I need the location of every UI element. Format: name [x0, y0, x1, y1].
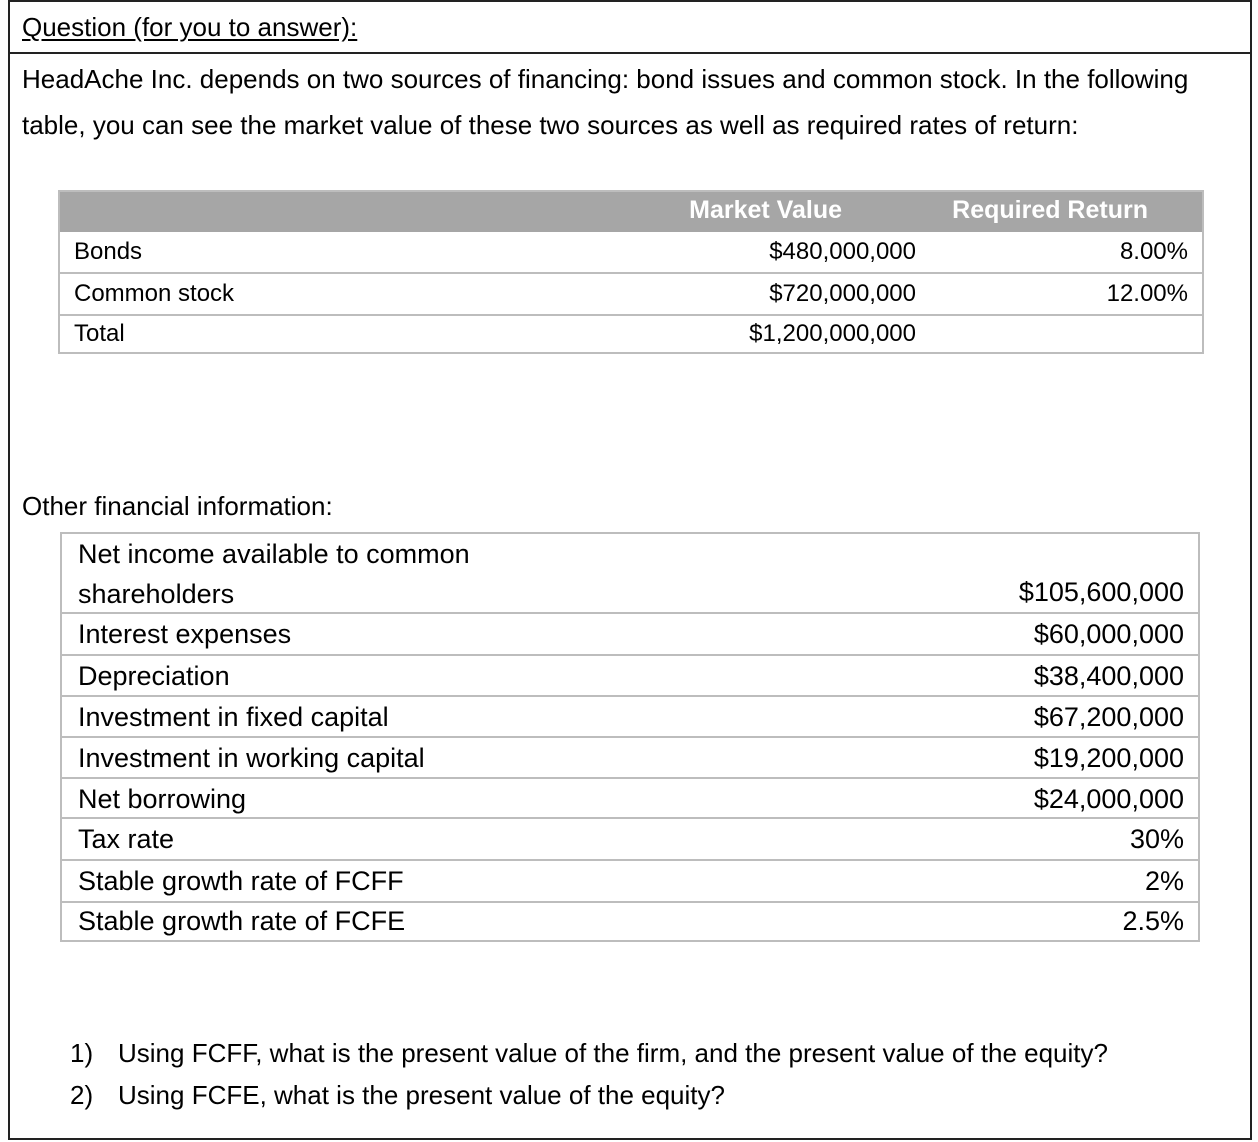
- table-row: [62, 861, 1198, 903]
- table-row: [62, 903, 1198, 940]
- table-row: [60, 314, 1202, 356]
- row-label: Investment in fixed capital: [78, 702, 389, 732]
- table-row: [62, 738, 1198, 779]
- divider: [8, 52, 1252, 54]
- table-row: [62, 819, 1198, 861]
- row-label: Depreciation: [78, 661, 230, 691]
- question-item: [70, 1032, 1108, 1074]
- table-row: [62, 614, 1198, 656]
- row-label: Interest expenses: [78, 619, 292, 649]
- row-label: Total: [74, 320, 125, 347]
- market-value: $1,200,000,000: [749, 320, 916, 347]
- financial-table: [60, 532, 1200, 942]
- row-value: $24,000,000: [1033, 784, 1184, 814]
- capital-table-header: [60, 192, 1202, 232]
- header-market-value: Market Value: [689, 196, 842, 224]
- row-value: $19,200,000: [1033, 743, 1184, 773]
- row-label: Stable growth rate of FCFF: [78, 866, 404, 896]
- required-return: 12.00%: [1106, 280, 1188, 307]
- table-row: [62, 697, 1198, 738]
- row-label: Stable growth rate of FCFE: [78, 906, 406, 936]
- question-number: 1): [70, 1038, 94, 1068]
- row-label: Tax rate: [78, 824, 175, 854]
- question-heading: Question (for you to answer):: [22, 12, 358, 42]
- capital-table: [58, 190, 1204, 354]
- question-number: 2): [70, 1080, 94, 1110]
- row-value: 2.5%: [1122, 906, 1184, 936]
- table-row: [60, 274, 1202, 316]
- row-label: Common stock: [74, 280, 235, 307]
- table-row: [62, 779, 1198, 819]
- row-value: $60,000,000: [1033, 619, 1184, 649]
- row-label: Investment in working capital: [78, 743, 425, 773]
- table-row: [62, 656, 1198, 697]
- table-row: [60, 232, 1202, 274]
- question-text: Using FCFF, what is the present value of the firm, and the present value of the equity?: [118, 1038, 1108, 1068]
- row-value: $38,400,000: [1033, 661, 1184, 691]
- question-list: [70, 1032, 1108, 1116]
- row-label: Net borrowing: [78, 784, 247, 814]
- row-value: 30%: [1129, 824, 1184, 854]
- intro-paragraph: HeadAche Inc. depends on two sources of financing: bond issues and common stock. In the following table, you can see the market value of these two sources as well as required rates of return:: [22, 64, 1189, 140]
- table-row: [62, 534, 1198, 614]
- row-value: $67,200,000: [1033, 702, 1184, 732]
- row-label: Net income available to common shareholders: [78, 539, 470, 609]
- question-text: Using FCFE, what is the present value of the equity?: [118, 1080, 725, 1110]
- header-required-return: Required Return: [952, 196, 1148, 224]
- row-value: $105,600,000: [1018, 577, 1184, 607]
- market-value: $480,000,000: [769, 238, 916, 265]
- row-value: 2%: [1144, 866, 1184, 896]
- question-item: [70, 1074, 1108, 1116]
- required-return: 8.00%: [1119, 238, 1188, 265]
- other-info-heading: Other financial information:: [22, 491, 333, 521]
- row-label: Bonds: [74, 238, 143, 265]
- market-value: $720,000,000: [769, 280, 916, 307]
